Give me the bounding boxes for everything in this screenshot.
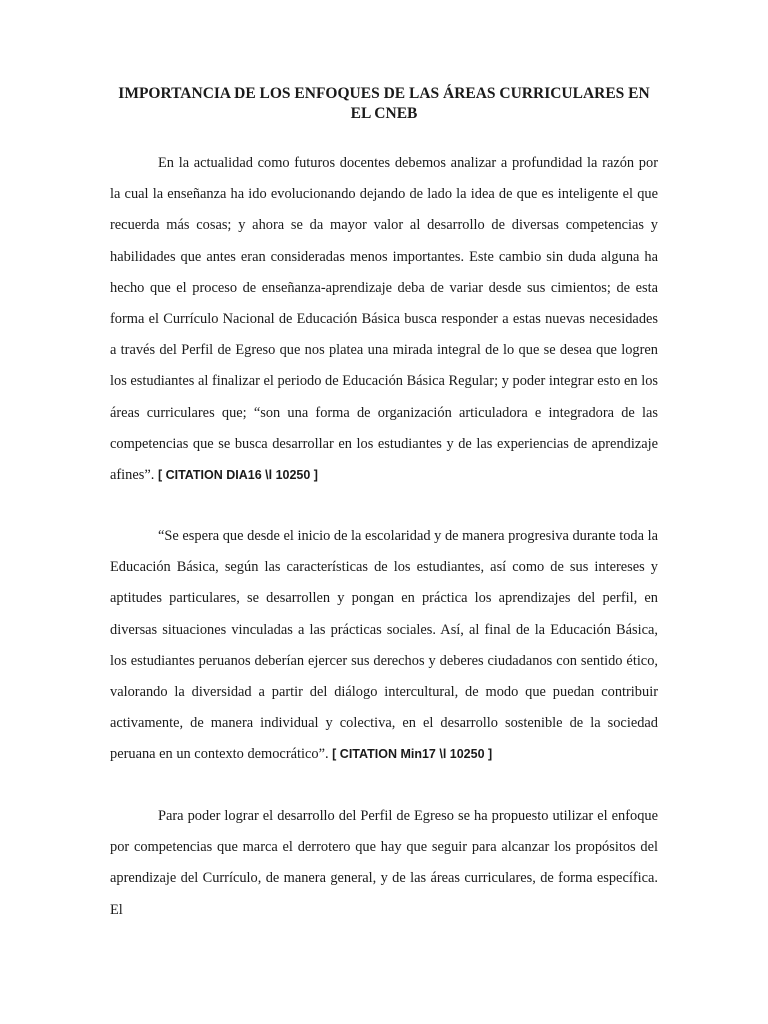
document-title: IMPORTANCIA DE LOS ENFOQUES DE LAS ÁREAS CURRICULARES EN EL CNEB [118,85,650,122]
paragraph-1-text: En la actualidad como futuros docentes debemos analizar a profundidad la razón por la cual la enseñanza ha ido evolucionando dejando de lado la idea de que es inteligente el que recuerda más cosas; y ahora se da mayor valor al desarrollo de diversas competencias y habilidades que antes eran consideradas menos importantes. Este cambio sin duda alguna ha hecho que el proceso de enseñanza-aprendizaje deba de variar desde sus cimientos; de esta forma el Currículo Nacional de Educación Básica busca responder a estas nuevas necesidades a través del Perfil de Egreso que nos platea una mirada integral de lo que se desea que logren los estudiantes al finalizar el periodo de Educación Básica Regular; y poder integrar esto en los áreas curriculares que; “son una forma de organización articuladora e integradora de las competencias que se busca desarrollar en los estudiantes y de las experiencias de aprendizaje afines”. [110,155,658,484]
citation-min17: [ CITATION Min17 \l 10250 ] [332,747,493,762]
paragraph-2-text: “Se espera que desde el inicio de la escolaridad y de manera progresiva durante toda la Educación Básica, según las características de los estudiantes, así como de sus intereses y aptitudes particulares, se desarrollen y pongan en práctica los aprendizajes del perfil, en diversas situaciones vinculadas a las prácticas sociales. Así, al final de la Educación Básica, los estudiantes peruanos deberían ejercer sus derechos y deberes ciudadanos con sentido ético, valorando la diversidad a partir del diálogo intercultural, de modo que puedan contribuir activamente, de manera individual y colectiva, en el desarrollo sostenible de la sociedad peruana en un contexto democrático”. [110,528,658,763]
paragraph-2 [110,521,658,771]
paragraph-1 [110,148,658,491]
paragraph-3-text: Para poder lograr el desarrollo del Perfil de Egreso se ha propuesto utilizar el enfoque por competencias que marca el derrotero que hay que seguir para alcanzar los propósitos del aprendizaje del Currículo, de manera general, y de las áreas curriculares, de forma específica. El [110,808,658,918]
citation-dia16: [ CITATION DIA16 \l 10250 ] [157,468,318,483]
paragraph-3 [110,801,658,926]
